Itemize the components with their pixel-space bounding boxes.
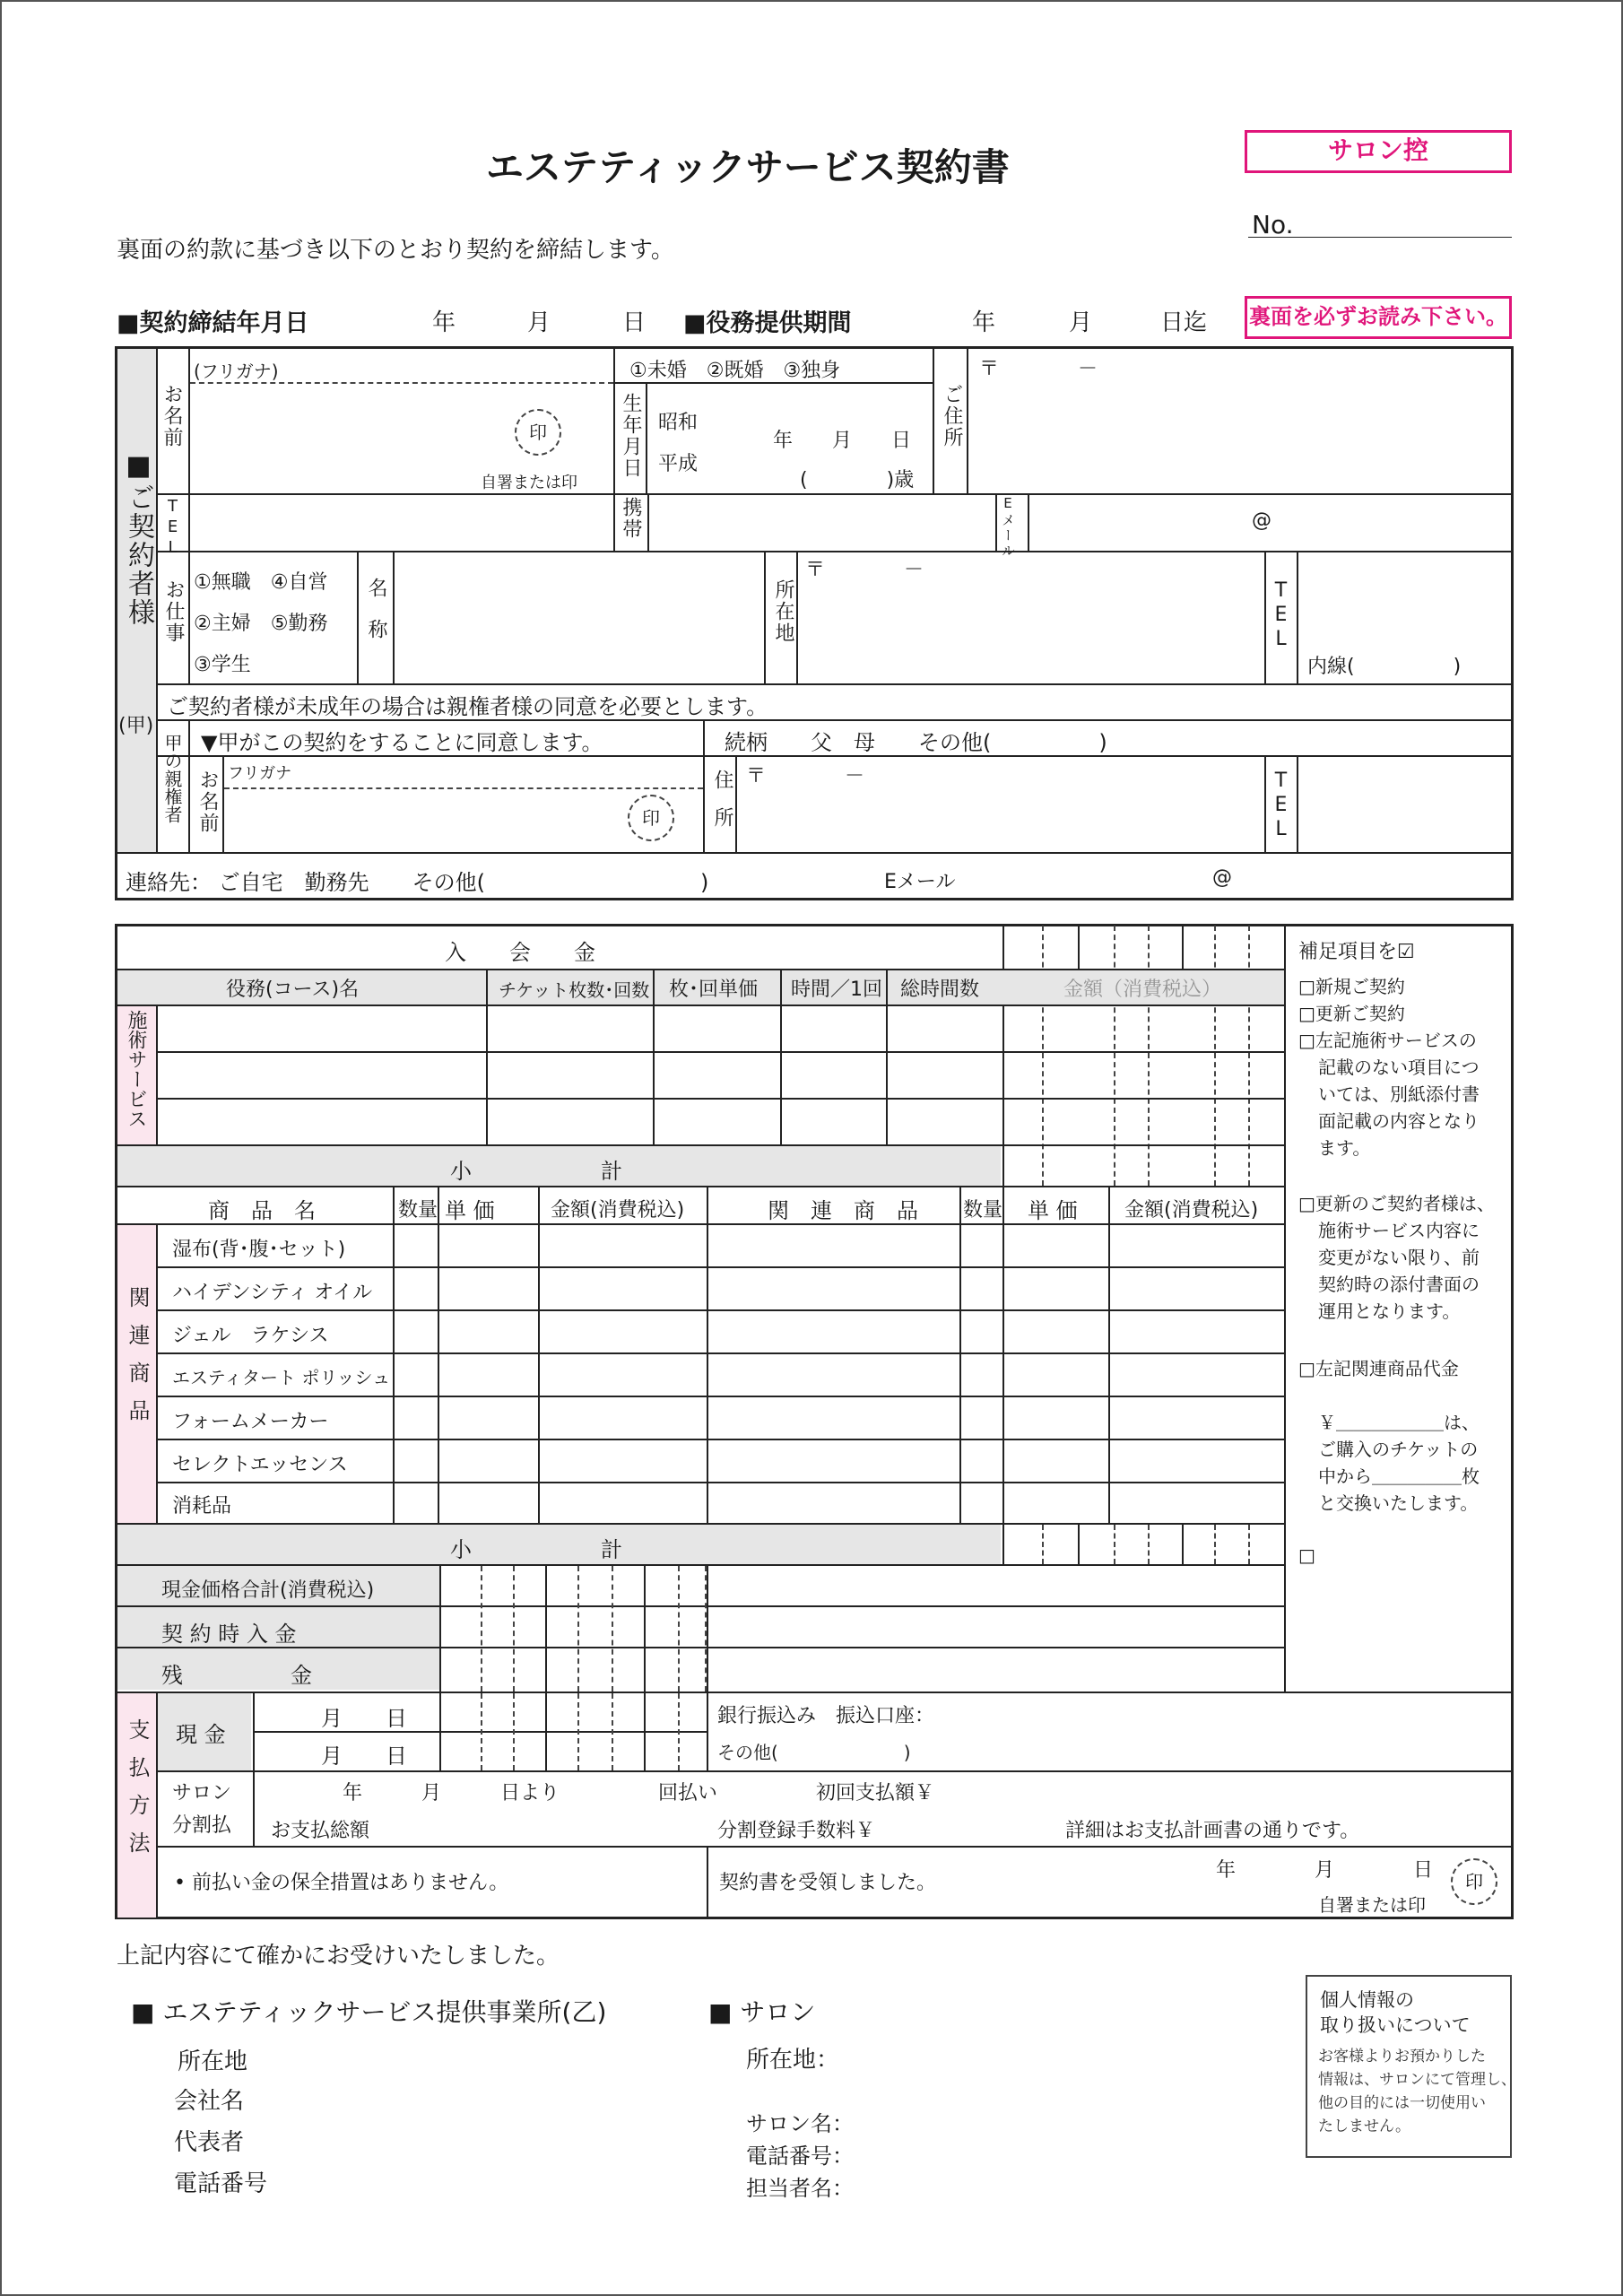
split-fee: 分割登録手数料￥	[717, 1820, 876, 1842]
privacy-body: お客様よりお預かりした	[1318, 2048, 1486, 2066]
note-renewal-line: 運用となります。	[1318, 1300, 1461, 1322]
customer-section-label: ■ご契約者様	[123, 450, 154, 627]
salon-split-label-2: 分割払	[172, 1814, 232, 1837]
cash-date-2: 月 日	[321, 1744, 407, 1769]
col-qty-related: 数量	[963, 1199, 1003, 1222]
provider-field: 会社名	[174, 2088, 245, 2115]
notes-title: 補足項目を☑	[1298, 941, 1415, 963]
provider-field: 代表者	[174, 2129, 245, 2156]
subtotal2-label: 小 計	[450, 1537, 622, 1562]
birth-label: 生年月日	[620, 393, 642, 479]
salon-field: 電話番号：	[746, 2144, 854, 2169]
mobile-label: 携帯	[620, 497, 642, 540]
privacy-body: たしません。	[1318, 2118, 1411, 2135]
customer-section-sub: (甲)	[118, 715, 154, 737]
product-item: ハイデンシティ オイル	[172, 1282, 373, 1304]
col-price-related: 単 価	[1028, 1198, 1078, 1223]
name-label: お名前	[161, 384, 183, 448]
intro-text: 裏面の約款に基づき以下のとおり契約を締結します。	[117, 237, 674, 264]
col-related: 関 連 商 品	[768, 1198, 918, 1223]
salon-field: 所在地：	[746, 2047, 840, 2074]
confirm-text: 上記内容にて確かにお受けいたしました。	[117, 1943, 560, 1970]
privacy-body: 情報は、サロンにて管理し、	[1318, 2071, 1516, 2089]
company-tel-label: TEL	[1270, 579, 1292, 652]
company-postal: 〒 －	[805, 559, 924, 581]
contract-day: 日	[622, 309, 647, 336]
contact-email-at: @	[1212, 866, 1232, 889]
note-renewal-line: 変更がない限り、前	[1318, 1247, 1480, 1268]
era-showa: 昭和	[658, 412, 699, 434]
payment-other: その他( )	[717, 1742, 911, 1763]
subtotal-label: 小 計	[450, 1159, 622, 1184]
col-total-time: 総時間数	[900, 978, 980, 1001]
extension-field: 内線( )	[1307, 656, 1462, 678]
postal-code: 〒 －	[979, 358, 1098, 380]
privacy-title: 個人情報の	[1320, 1989, 1414, 2011]
cash-label: 現 金	[176, 1722, 226, 1747]
privacy-title-2: 取り扱いについて	[1320, 2014, 1471, 2036]
salon-split-label: サロン	[172, 1782, 232, 1805]
product-item: ジェル ラケシス	[172, 1325, 329, 1347]
document-title: エステティックサービス契約書	[486, 145, 1010, 189]
deposit-label: 契 約 時 入 金	[161, 1622, 297, 1647]
note-renewal-line: 契約時の添付書面の	[1318, 1274, 1480, 1295]
number-line	[1248, 237, 1512, 238]
note-services-line: 記載のない項目につ	[1318, 1057, 1480, 1078]
split-schedule: 年 月 日より 回払い 初回支払額￥	[343, 1782, 935, 1805]
note-new-contract[interactable]: □新規ご契約	[1298, 976, 1405, 997]
period-year: 年	[972, 309, 996, 336]
payment-side-label: 支払方法	[125, 1718, 150, 1869]
marital-options: ①未婚 ②既婚 ③独身	[629, 360, 841, 382]
residence-label: 住所	[711, 770, 733, 845]
copy-badge: サロン控	[1245, 130, 1512, 173]
note-services[interactable]: □左記施術サービスの	[1298, 1030, 1477, 1051]
balance-label: 残 金	[161, 1663, 312, 1688]
guardian-furigana: フリガナ	[228, 764, 292, 783]
customer-sign-note: 自署または印	[481, 474, 577, 492]
col-course: 役務(コース)名	[226, 978, 360, 1001]
relation-field: 続柄 父 母 その他( )	[725, 730, 1107, 755]
salon-field: サロン名：	[746, 2111, 854, 2136]
cash-total-label: 現金価格合計(消費税込)	[161, 1579, 375, 1602]
customer-seal: 印	[515, 409, 561, 456]
product-item: 消耗品	[172, 1495, 232, 1518]
job-options-2: ②主婦 ⑤勤務	[194, 613, 328, 635]
email-label: Eメール	[1000, 495, 1016, 559]
guardian-seal: 印	[628, 795, 674, 841]
period-month: 月	[1069, 309, 1093, 336]
product-item: セレクトエッセンス	[172, 1454, 348, 1476]
contact-email-label: Eメール	[884, 871, 956, 893]
received-text: 契約書を受領しました。	[719, 1872, 937, 1894]
guardian-postal: 〒 －	[746, 765, 865, 787]
col-amount-product: 金額(消費税込)	[551, 1199, 685, 1222]
address-label: ご住所	[941, 384, 963, 448]
guardian-name-label: お名前	[196, 770, 219, 834]
cash-date-1: 月 日	[321, 1706, 407, 1731]
note-product-line: 中から＿＿＿＿＿枚	[1318, 1465, 1480, 1487]
note-services-line: いては、別紙添付書	[1318, 1083, 1480, 1105]
received-date: 年 月 日	[1216, 1859, 1434, 1882]
provider-field: 電話番号	[174, 2170, 268, 2197]
job-options-3: ③学生	[194, 654, 251, 676]
guardian-tel-label: TEL	[1270, 770, 1292, 842]
privacy-body: 他の目的には一切使用い	[1318, 2094, 1486, 2112]
consent-text: ▼甲がこの契約をすることに同意します。	[201, 730, 603, 755]
location-label: 所在地	[772, 579, 794, 644]
job-options-1: ①無職 ④自営	[194, 571, 328, 594]
period-until: 日迄	[1160, 309, 1208, 336]
col-time: 時間／1回	[791, 978, 882, 1001]
note-services-line: ます。	[1318, 1137, 1371, 1159]
note-product-line: と交換いたします。	[1318, 1492, 1479, 1514]
number-label: No.	[1252, 210, 1294, 239]
tel-label: TEL	[163, 497, 182, 559]
salon-field: 担当者名：	[746, 2176, 854, 2201]
col-qty: 数量	[398, 1199, 438, 1222]
received-sign-note: 自署または印	[1318, 1894, 1426, 1916]
guardian-label: 甲の親権者	[161, 734, 183, 823]
period-label: ■役務提供期間	[683, 309, 852, 337]
product-item: 湿布(背･腹･セット)	[172, 1239, 346, 1261]
service-side-label: 施術サービス	[125, 1010, 147, 1128]
era-heisei: 平成	[658, 453, 699, 475]
split-total: お支払総額	[271, 1820, 370, 1842]
col-amount-related: 金額(消費税込)	[1124, 1199, 1259, 1222]
contract-date-label: ■契約締結年月日	[117, 309, 309, 337]
contract-year: 年	[432, 309, 456, 336]
age-field: ( )歳	[800, 469, 915, 491]
company-name-label: 名称	[365, 578, 387, 660]
product-item: エスティタート ポリッシュ	[172, 1367, 391, 1388]
col-unit: 枚･回単価	[669, 978, 759, 1001]
note-product-line: ご購入のチケットの	[1318, 1439, 1479, 1460]
salon-title: ■ サロン	[708, 1997, 816, 2027]
job-label: お仕事	[162, 579, 185, 644]
contact-field: 連絡先： ご自宅 勤務先 その他( )	[126, 870, 709, 895]
col-price: 単 価	[445, 1198, 495, 1223]
minor-note: ご契約者様が未成年の場合は親権者様の同意を必要とします。	[167, 694, 768, 719]
note-product-line: ￥＿＿＿＿＿＿は、	[1318, 1412, 1480, 1433]
note-services-line: 面記載の内容となり	[1318, 1110, 1480, 1132]
product-item: フォームメーカー	[172, 1411, 329, 1433]
entry-fee-label: 入 会 金	[445, 940, 595, 965]
contract-month: 月	[527, 309, 551, 336]
col-product: 商 品 名	[208, 1198, 316, 1223]
no-protection-note: • 前払い金の保全措置はありません。	[174, 1872, 509, 1894]
note-product-fee[interactable]: □左記関連商品代金	[1298, 1358, 1459, 1379]
provider-field: 所在地	[178, 2048, 248, 2075]
note-renewal[interactable]: □更新ご契約	[1298, 1003, 1405, 1024]
note-blank-checkbox[interactable]: □	[1298, 1544, 1315, 1566]
received-seal: 印	[1451, 1858, 1497, 1905]
furigana-label: (フリガナ)	[194, 361, 279, 382]
note-renewal-detail[interactable]: □更新のご契約者様は、	[1298, 1193, 1495, 1214]
product-side-label: 関連商品	[125, 1286, 150, 1437]
bank-transfer: 銀行振込み 振込口座：	[717, 1705, 935, 1727]
email-at: @	[1252, 509, 1271, 532]
notice-badge: 裏面を必ずお読み下さい。	[1245, 296, 1512, 339]
birth-ymd: 年 月 日	[773, 430, 912, 452]
note-renewal-line: 施術サービス内容に	[1318, 1220, 1480, 1241]
col-tickets: チケット枚数･回数	[499, 979, 650, 1001]
split-detail: 詳細はお支払計画書の通りです。	[1065, 1820, 1360, 1842]
provider-title: ■ エステティックサービス提供事業所(乙)	[131, 1997, 607, 2027]
